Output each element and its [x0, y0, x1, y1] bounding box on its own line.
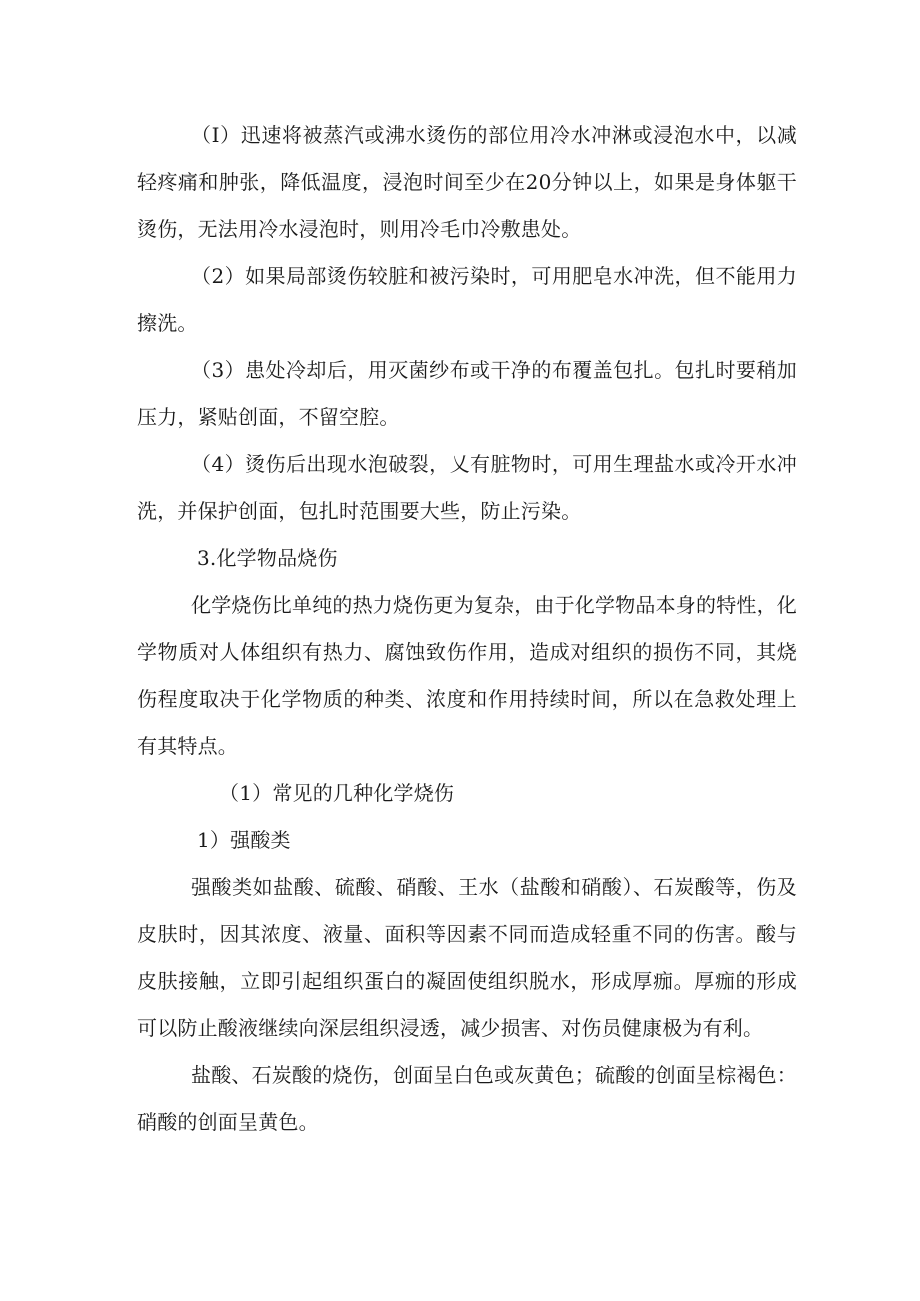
paragraph-chemical-burn-intro: 化学烧伤比单纯的热力烧伤更为复杂，由于化学物品本身的特性，化学物质对人体组织有热力、腐蚀致伤作用，造成对组织的损伤不同，其烧伤程度取决于化学物质的种类、浓度和作用持续时间，所以在急救处理上有其特点。: [137, 593, 797, 758]
paragraph-scald-step-3: （3）患处冷却后，用灭菌纱布或干净的布覆盖包扎。包扎时要稍加压力，紧贴创面，不留空腔。: [137, 358, 797, 429]
paragraph-scald-step-1: （I）迅速将被蒸汽或沸水烫伤的部位用冷水冲淋或浸泡水中，以减轻疼痛和肿张，降低温度，浸泡时间至少在20分钟以上，如果是身体躯干烫伤，无法用冷水浸泡时，则用冷毛巾冷敷患处。: [137, 123, 797, 241]
paragraph-scald-step-4: （4）烫伤后出现水泡破裂，乂有脏物时，可用生理盐水或冷开水冲洗，并保护创面，包扎时范围要大些，防止污染。: [137, 452, 797, 523]
section-heading-chemical-burns: 3.化学物品烧伤: [197, 546, 338, 570]
list-label-strong-acids: 1）强酸类: [197, 828, 291, 852]
paragraph-acid-wound-colors: 盐酸、石炭酸的烧伤，创面呈白色或灰黄色；硫酸的创面呈棕褐色：硝酸的创面呈黄色。: [137, 1063, 797, 1134]
paragraph-scald-step-2: （2）如果局部烫伤较脏和被污染时，可用肥皂水冲洗，但不能用力擦洗。: [137, 264, 797, 335]
subheading-common-chemical-burns: （1）常见的几种化学烧伤: [219, 781, 455, 805]
document-body: [137, 112, 797, 1146]
paragraph-strong-acids: 强酸类如盐酸、硫酸、硝酸、王水（盐酸和硝酸）、石炭酸等，伤及皮肤时，因其浓度、液量、面积等因素不同而造成轻重不同的伤害。酸与皮肤接触，立即引起组织蛋白的凝固使组织脱水，形成厚痂。厚痂的形成可以防止酸液继续向深层组织浸透，减少损害、对伤员健康极为有利。: [137, 875, 797, 1040]
